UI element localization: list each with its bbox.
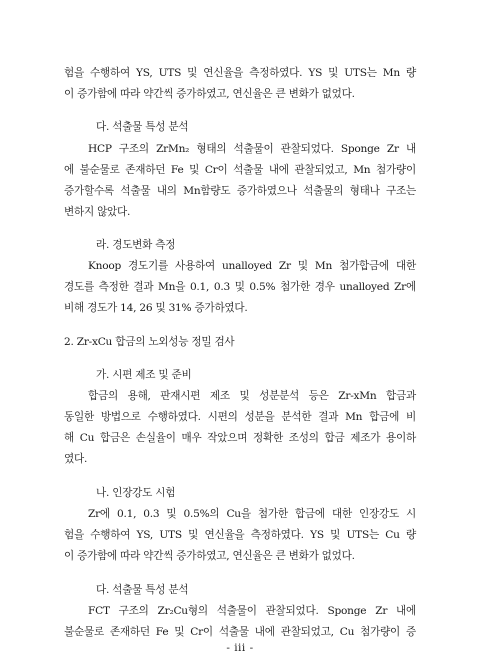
paragraph-line: 동일한 방법으로 수행하였다. 시편의 성분을 분석한 결과 Mn 합금에 비	[64, 411, 416, 423]
paragraph-line: FCT 구조의 Zr₂Cu형의 석출물이 관찰되었다. Sponge Zr 내에	[88, 605, 416, 617]
paragraph-line: 비해 경도가 14, 26 및 31% 증가하였다.	[64, 302, 248, 314]
subsection-heading: 나. 인장강도 시험	[96, 487, 176, 499]
paragraph-line: 불순물로 존재하던 Fe 및 Cr이 석출물 내에 관찰되었고, Cu 첨가량이 증	[64, 626, 416, 638]
section-heading: 2. Zr-xCu 합금의 노외성능 정밀 검사	[64, 336, 235, 348]
paragraph-line: 험을 수행하여 YS, UTS 및 연신율을 측정하였다. YS 및 UTS는 Mn 량	[64, 67, 416, 79]
paragraph-line: 이 증가함에 따라 약간씩 증가하였고, 연신율은 큰 변화가 없었다.	[64, 88, 355, 100]
paragraph-line: 합금의 용해, 판재시편 제조 및 성분분석 등은 Zr-xMn 합금과	[88, 390, 416, 402]
paragraph-line: HCP 구조의 ZrMn₂ 형태의 석출물이 관찰되었다. Sponge Zr 내	[88, 143, 416, 155]
subsection-heading: 가. 시편 제조 및 준비	[96, 369, 192, 381]
subsection-heading: 라. 경도변화 측정	[96, 239, 176, 251]
paragraph-line: 해 Cu 합금은 손실율이 매우 작았으며 정확한 조성의 합금 제조가 용이하	[64, 432, 416, 444]
paragraph-line: 변하지 않았다.	[64, 206, 131, 218]
paragraph-line: 험을 수행하여 YS, UTS 및 연신율을 측정하였다. YS 및 UTS는 Cu 량	[64, 529, 416, 541]
page-number: - iii -	[226, 642, 254, 654]
paragraph-line: 증가할수록 석출물 내의 Mn함량도 증가하였으나 석출물의 형태나 구조는	[64, 185, 416, 197]
paragraph-line: 경도를 측정한 결과 Mn을 0.1, 0.3 및 0.5% 첨가한 경우 unalloyed Zr에	[64, 281, 416, 293]
paragraph-line: 였다.	[64, 453, 88, 465]
paragraph-line: 에 불순물로 존재하던 Fe 및 Cr이 석출물 내에 관찰되었고, Mn 첨가량이	[64, 164, 416, 176]
paragraph-line: Knoop 경도기를 사용하여 unalloyed Zr 및 Mn 첨가합금에 대한	[88, 260, 416, 272]
paragraph-line: 이 증가함에 따라 약간씩 증가하였고, 연신율은 큰 변화가 없었다.	[64, 550, 355, 562]
subsection-heading: 다. 석출물 특성 분석	[96, 584, 189, 596]
paragraph-line: Zr에 0.1, 0.3 및 0.5%의 Cu을 첨가한 합금에 대한 인장강도 시	[88, 508, 416, 520]
subsection-heading: 다. 석출물 특성 분석	[96, 121, 189, 133]
